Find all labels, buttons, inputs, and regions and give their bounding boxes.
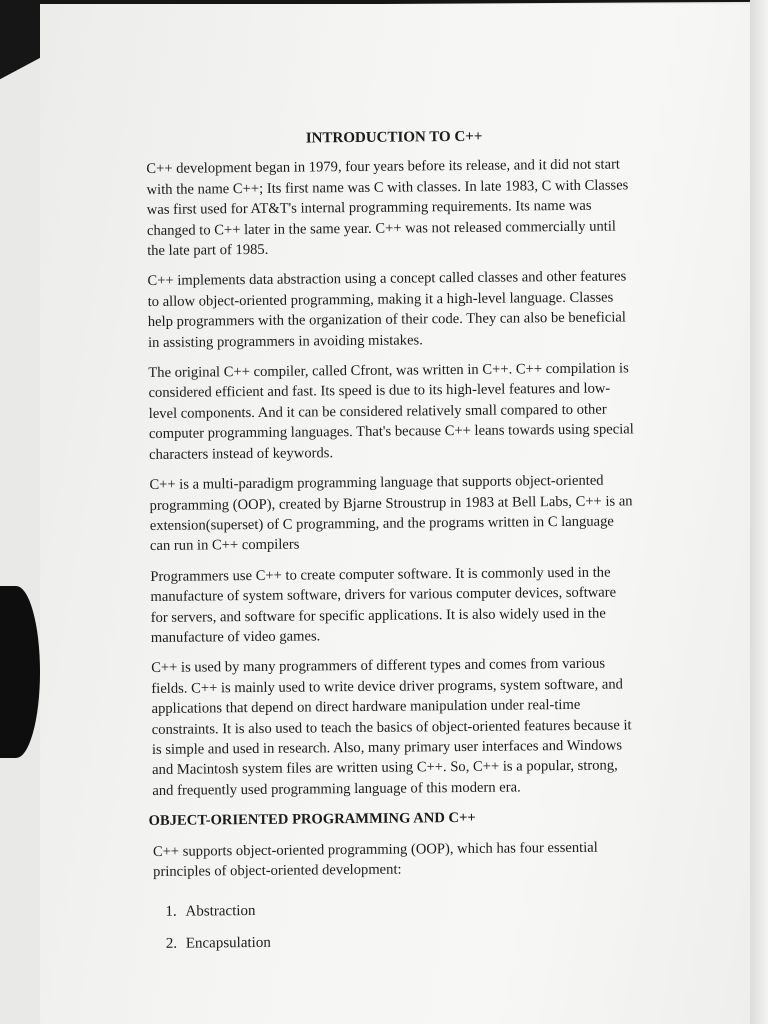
document-title: INTRODUCTION TO C++ xyxy=(305,128,483,147)
section-heading: OBJECT-ORIENTED PROGRAMMING AND C++ xyxy=(148,810,476,830)
paragraph-history: C++ development began in 1979, four years before its release, and it did not start with the name C++; Its first name was C with classes. In late 1983, C with Classes was first used for AT&T's internal programming requirements. Its name was changed to C++ later in the same year. C++ was not released commercially until the late part of 1985. xyxy=(146,156,629,260)
list-label: Abstraction xyxy=(185,903,256,921)
binder-shadow xyxy=(0,586,40,758)
paragraph-usage: Programmers use C++ to create computer software. It is commonly used in the manufacture of system software, drivers for various computer devices, software for servers, and software for specific applications. It is also widely used in the manufacture of video games. xyxy=(150,564,617,646)
paragraph-data-abstraction: C++ implements data abstraction using a concept called classes and other features to allow object-oriented programming, making it a high-level language. Classes help programmers with the organization of their code. They can also be beneficial in assisting programmers in avoiding mistakes. xyxy=(147,268,627,351)
list-label: Encapsulation xyxy=(185,934,271,952)
principles-list xyxy=(153,898,639,954)
paragraph-multi-paradigm: C++ is a multi-paradigm programming language that supports object-oriented programming (OOP), created by Bjarne Stroustrup in 1983 at Bell Labs, C++ is an extension(superset) of C programming, and the programs written in C language can run in C++ compilers xyxy=(149,472,633,555)
paragraph-compiler: The original C++ compiler, called Cfront, was written in C++. C++ compilation is considered efficient and fast. Its speed is due to its high-level features and low-level components. And it can be considered relatively small compared to other computer programming languages. That's because C++ leans towards using special characters instead of keywords. xyxy=(148,360,634,463)
section-intro: C++ supports object-oriented programming (OOP), which has four essential principles of object-oriented development: xyxy=(152,839,598,880)
list-item xyxy=(165,898,639,923)
paragraph-programmers: C++ is used by many programmers of different types and comes from various fields. C++ is mainly used to write device driver programs, system software, and applications that depend on direct hardware manipulation under real-time constraints. It is also used to teach the basics of object-oriented features because it is simple and used in research. Also, many primary user interfaces and Windows and Macintosh system files are written using C++. So, C++ is a popular, strong, and frequently used programming language of this modern era. xyxy=(151,655,632,799)
document-body xyxy=(146,125,640,965)
background-strip xyxy=(750,0,768,1024)
list-item xyxy=(166,929,640,954)
list-number: 1. xyxy=(165,904,177,921)
list-number: 2. xyxy=(165,935,178,952)
